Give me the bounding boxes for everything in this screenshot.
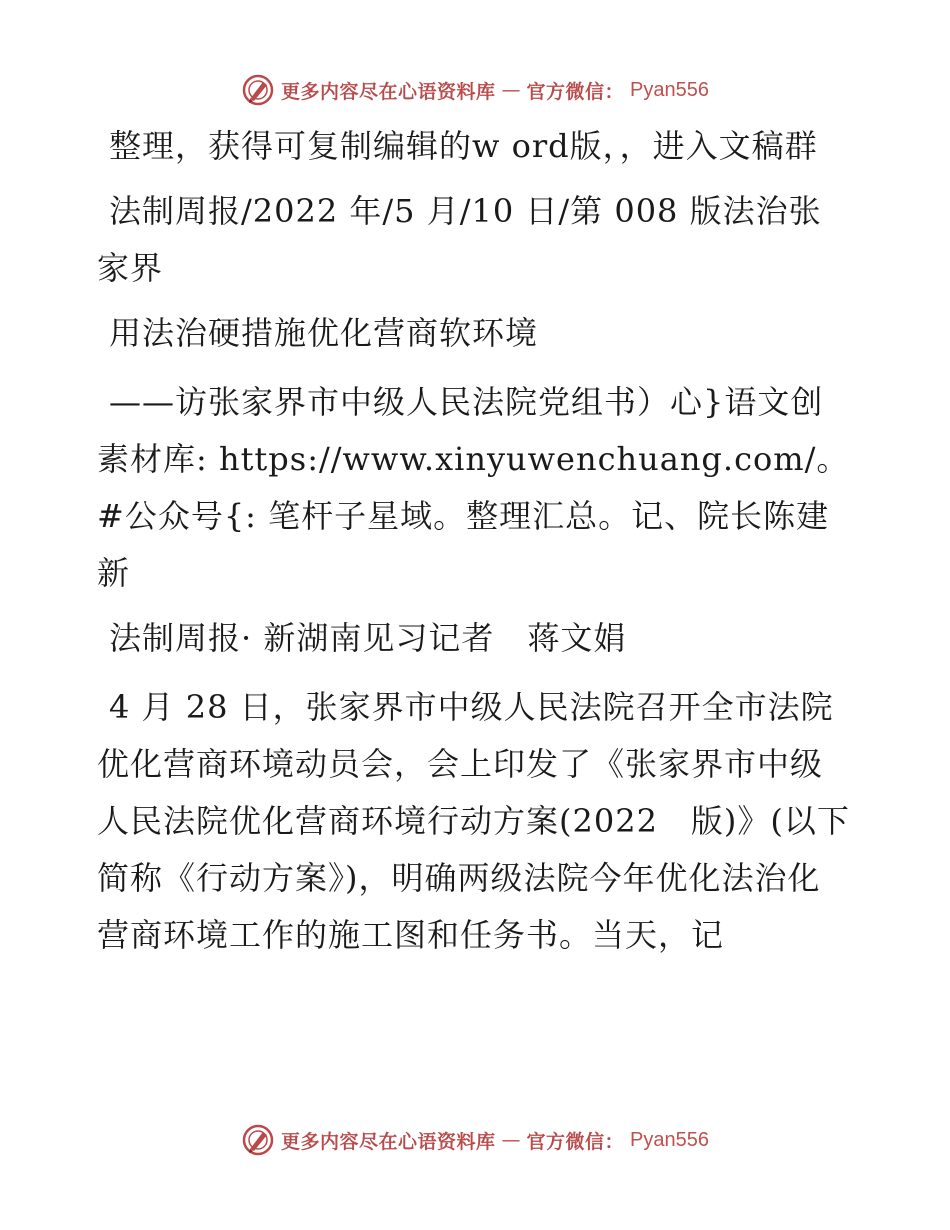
- banner-separator: —: [501, 1129, 521, 1151]
- document-body: [97, 118, 852, 972]
- banner-wechat-label: 官方微信：: [526, 1130, 625, 1153]
- banner-wechat-label: 官方微信：: [526, 80, 625, 103]
- paragraph-intro: 整理，获得可复制编辑的w ord版，，进入文稿群: [109, 127, 818, 165]
- banner-title: 更多内容尽在心语资料库: [281, 80, 496, 103]
- banner-separator: —: [501, 79, 521, 101]
- banner-wechat-id: Pyan556: [630, 78, 709, 101]
- article-title: 用法治硬措施优化营商软环境: [109, 314, 539, 352]
- paragraph-source: 法制周报/2022 年/5 月/10 日/第 008 版法治张家界: [97, 192, 822, 287]
- paragraph-body: 4 月 28 日，张家界市中级人民法院召开全市法院优化营商环境动员会，会上印发了《张家界市中级人民法院优化营商环境行动方案(2022 版)》(以下简称《行动方案》)，明确两级法院今年优化法治化营商环境工作的施工图和任务书。当天，记: [97, 688, 850, 954]
- pen-logo-icon: [241, 73, 275, 107]
- article-byline: 法制周报· 新湖南见习记者 蒋文娟: [109, 619, 627, 657]
- article-subtitle: ——访张家界市中级人民法院党组书）心}语文创素材库: https://www.xinyuwenchuang.com/。#公众号{: 笔杆子星域。整理汇总。记、院长陈建新: [97, 383, 850, 592]
- banner-title: 更多内容尽在心语资料库: [281, 1130, 496, 1153]
- header-watermark: [0, 70, 950, 110]
- footer-watermark: [0, 1120, 950, 1160]
- pen-logo-icon: [241, 1123, 275, 1157]
- banner-wechat-id: Pyan556: [630, 1128, 709, 1151]
